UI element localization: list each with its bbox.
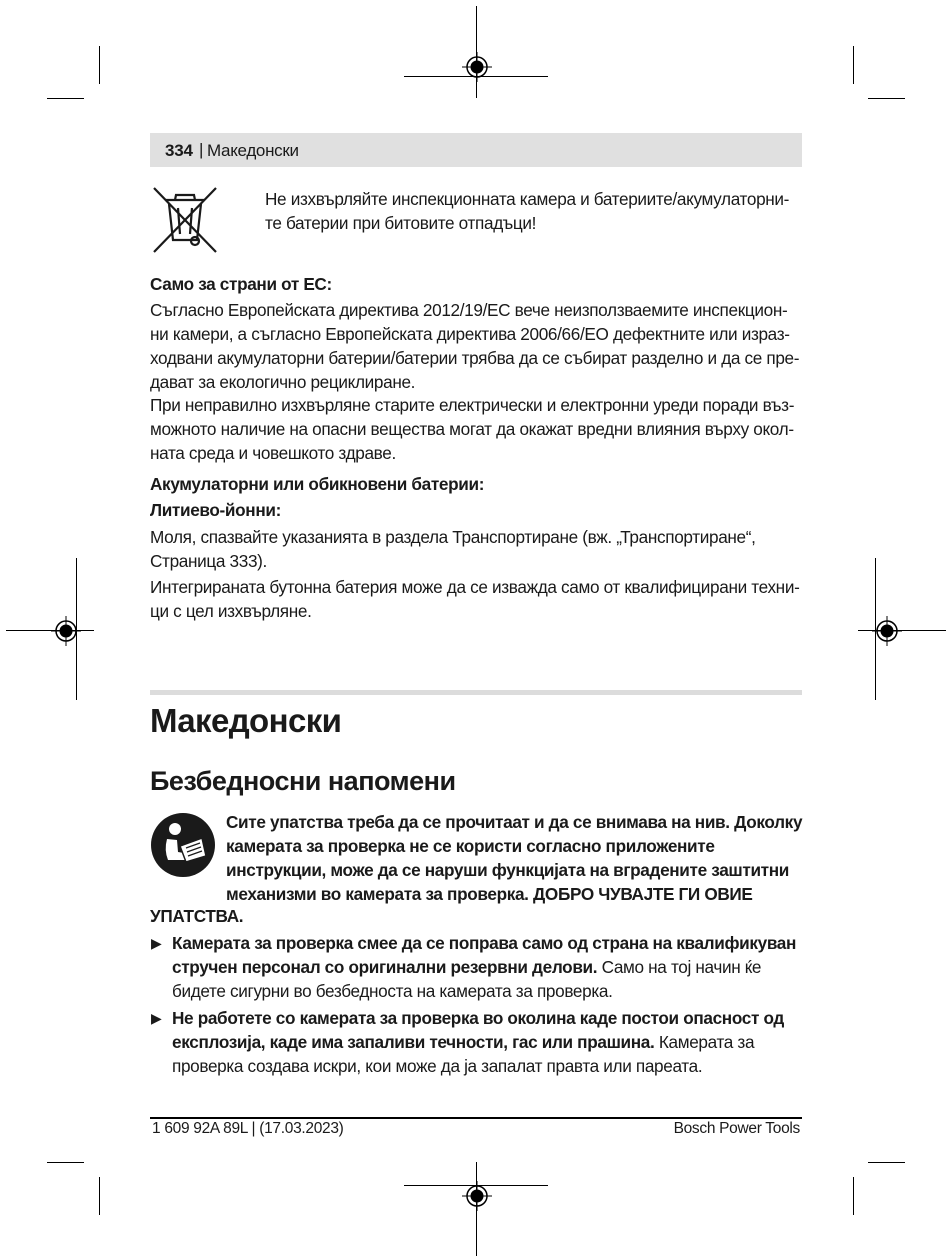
registration-mark-icon <box>462 1181 492 1211</box>
crossed-out-wheelie-bin-icon <box>152 186 218 254</box>
registration-mark-icon <box>462 52 492 82</box>
bullet-line: проверка создава искри, кои може да ја запалат правта или пареата. <box>172 1056 703 1076</box>
paragraph-line: ходвани акумулаторни батерии/батерии трябва да се събират разделно и да се пре- <box>150 348 800 368</box>
bullet-line: експлозија, каде има запаливи течности, гас или прашина. Камерата за <box>172 1032 755 1052</box>
bullet-line: Камерата за проверка смее да се поправа само од страна на квалификуван <box>172 933 797 953</box>
bullet-item <box>172 1006 784 1078</box>
footer-doc-code: 1 609 92A 89L | (17.03.2023) <box>152 1120 344 1137</box>
paragraph-line: Интегрираната бутонна батерия може да се изважда само от квалифицирани техни- <box>150 577 800 597</box>
paragraph-line: ни камери, а съгласно Европейската директива 2006/66/ЕО дефектните или израз- <box>150 324 790 344</box>
paragraph-line: ната среда и човешкото здраве. <box>150 443 396 463</box>
transport-note <box>150 525 756 573</box>
bullet-line: бидете сигурни во безбедноста на камерата за проверка. <box>172 981 613 1001</box>
instructions-line: камерата за проверка не се користи согласно приложените <box>226 836 715 856</box>
page-number: 334 <box>165 141 193 160</box>
paragraph-line: Страница 333). <box>150 551 267 571</box>
instructions-line: механизми во камерата за проверка. ДОБРО ЧУВАЈТЕ ГИ ОВИЕ <box>226 884 753 904</box>
bullet-line: Не работете со камерата за проверка во околина каде постои опасност од <box>172 1008 784 1028</box>
batteries-heading: Акумулаторни или обикновени батерии: <box>150 474 485 494</box>
paragraph-line: дават за екологично рециклиране. <box>150 372 416 392</box>
instructions-warning <box>226 810 802 906</box>
disposal-warning <box>265 187 789 235</box>
bullet-marker: ▶ <box>151 1010 162 1026</box>
instructions-line: инструкции, може да се наруши функцијата на вградените заштитни <box>226 860 789 880</box>
footer-divider <box>150 1117 802 1119</box>
read-manual-icon <box>150 812 216 878</box>
bullet-line: стручен персонал со оригинални резервни делови. Само на тој начин ќе <box>172 957 762 977</box>
paragraph-line: Моля, спазвайте указанията в раздела Транспортиране (вж. „Транспортиране“, <box>150 527 756 547</box>
eu-heading: Само за страни от ЕС: <box>150 274 332 294</box>
section-title: Македонски <box>150 702 342 739</box>
footer-brand: Bosch Power Tools <box>673 1120 800 1137</box>
disposal-warning-line: Не изхвърляйте инспекционната камера и батериите/акумулаторни- <box>265 189 790 209</box>
hazard-paragraph <box>150 393 794 465</box>
instructions-last-line: УПАТСТВА. <box>150 906 244 926</box>
safety-heading: Безбедносни напомени <box>150 766 456 796</box>
section-divider <box>150 690 802 695</box>
registration-mark-icon <box>51 616 81 646</box>
paragraph-line: При неправилно изхвърляне старите електрически и електронни уреди поради въз- <box>150 395 795 415</box>
paragraph-line: Съгласно Европейската директива 2012/19/ЕС вече неизползваемите инспекцион- <box>150 300 788 320</box>
registration-mark-icon <box>872 616 902 646</box>
header-separator: | <box>199 140 204 159</box>
disposal-warning-line: те батерии при битовите отпадъци! <box>265 213 537 233</box>
paragraph-line: можното наличие на опасни вещества могат да окажат вредни влияния върху окол- <box>150 419 794 439</box>
button-cell-note <box>150 575 799 623</box>
bullet-item <box>172 931 796 1003</box>
paragraph-line: ци с цел изхвърляне. <box>150 601 312 621</box>
eu-paragraph <box>150 298 799 394</box>
bullet-marker: ▶ <box>151 935 162 951</box>
header-language: Македонски <box>207 141 299 160</box>
instructions-line: Сите упатства треба да се прочитаат и да се внимава на нив. Доколку <box>226 812 803 832</box>
page-header <box>150 133 802 167</box>
lithium-heading: Литиево-йонни: <box>150 500 281 520</box>
